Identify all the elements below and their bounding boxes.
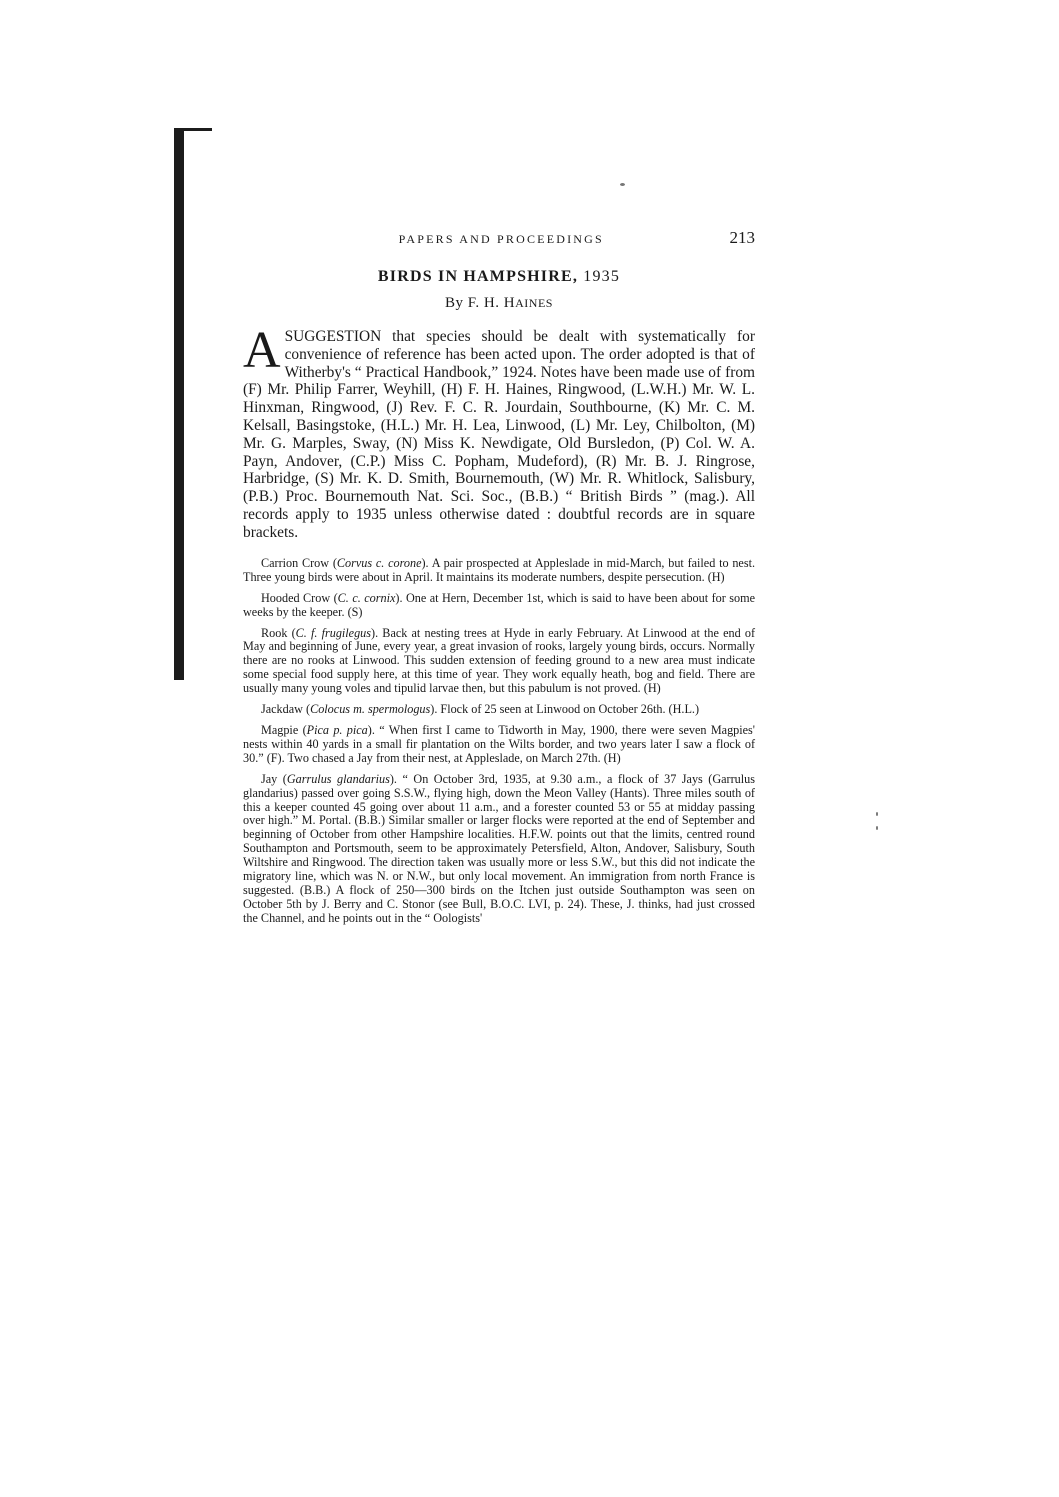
species-common-name: Rook ( (261, 625, 296, 640)
scan-speck (620, 183, 625, 186)
species-binomial: C. f. frugilegus (295, 625, 372, 640)
binding-edge-tick (174, 128, 212, 131)
species-notes: ). Back at nesting trees at Hyde in early February. At Linwood at the end of May and beginning of June, every year, a great invasion of rooks, largely young birds, occurs. Normally there are no rooks at Linwood. This sudden extension of feeding ground to a new area must indicate some special food supply here, at this time of year. They work equally heath, bog and field. There are usually many young voles and tipulid larvae then, but this pabulum is not proved. (H) (243, 625, 755, 696)
article-year: 1935 (583, 268, 621, 285)
species-notes: ). One at Hern, December 1st, which is said to have been about for some weeks by the keeper. (S) (243, 590, 755, 619)
species-entry (243, 724, 755, 766)
species-notes: ). “ On October 3rd, 1935, at 9.30 a.m., a flock of 37 Jays (Garrulus glandarius) passed over going S.S.W., flying high, down the Meon Valley (Hants). Three miles south of this a keeper counted 45 going over about 11 a.m., and a forester counted 53 or 55 at midday passing over high.” M. Portal. (B.B.) Similar smaller or larger flocks were reported at the end of September and beginning of October from other Hampshire localities. H.F.W. points out that the limits, centred round Southampton and Portsmouth, seem to be approximately Petersfield, Alton, Andover, Salisbury, South Wiltshire and Ringwood. The direction taken was usually more or less S.W., but this did not indicate the migratory line, which was N. or N.W., but only local movement. An immigration from north France is suggested. (B.B.) A flock of 250—300 birds on the Itchen just outside Southampton was seen on October 5th by J. Berry and C. Stonor (see Bull, B.O.C. LVI, p. 24). These, J. thinks, had just crossed the Channel, and he points out in the “ Oologists' (243, 771, 755, 925)
species-notes: ). Flock of 25 seen at Linwood on October 26th. (H.L.) (430, 702, 700, 717)
byline (243, 295, 755, 312)
species-common-name: Hooded Crow ( (261, 590, 338, 605)
species-common-name: Magpie ( (261, 723, 307, 738)
species-common-name: Carrion Crow ( (261, 555, 337, 570)
page-number: 213 (729, 228, 755, 247)
scan-speck (876, 826, 878, 830)
species-notes: ). A pair prospected at Appleslade in mid-March, but failed to nest. Three young birds were about in April. It maintains its moderate numbers, despite persecution. (H) (243, 555, 755, 584)
species-entry (243, 703, 755, 717)
byline-prefix: By F. H. (445, 295, 500, 311)
scan-speck (876, 812, 878, 816)
intro-paragraph (243, 322, 755, 542)
author-surname: HAINES (503, 295, 553, 311)
species-binomial: C. c. cornix (337, 590, 396, 605)
binding-edge-line (174, 128, 184, 680)
drop-cap: A (243, 322, 281, 379)
species-entry (243, 592, 755, 620)
article-title-text: BIRDS IN HAMPSHIRE, (377, 268, 579, 285)
species-common-name: Jay ( (261, 771, 287, 786)
species-entry (243, 627, 755, 697)
species-entry (243, 557, 755, 585)
species-binomial: Colocus m. spermologus (310, 702, 431, 717)
running-head (243, 228, 755, 254)
species-entries (243, 557, 755, 926)
species-common-name: Jackdaw ( (261, 702, 311, 717)
journal-page (243, 228, 755, 933)
species-notes: ). “ When first I came to Tidworth in May, 1900, there were seven Magpies' nests within 40 yards in a small fir plantation on the Wilts border, and two years later I saw a flock of 30.” (F). Two chased a Jay from their nest, at Appleslade, on March 27th. (H) (243, 723, 755, 765)
article-title (243, 268, 755, 286)
running-title: PAPERS AND PROCEEDINGS (398, 232, 604, 246)
species-binomial: Corvus c. corone (336, 555, 422, 570)
intro-text: SUGGESTION that species should be dealt with systematically for convenience of reference has been acted upon. The order adopted is that of Witherby's “ Practical Handbook,” 1924. Notes have been made use of from (F) Mr. Philip Farrer, Weyhill, (H) F. H. Haines, Ringwood, (L.W.H.) Mr. W. L. Hinxman, Ringwood, (J) Rev. F. C. R. Jourdain, Southbourne, (K) Mr. C. M. Kelsall, Basingstoke, (H.L.) Mr. H. Lea, Linwood, (L) Mr. Ley, Chilbolton, (M) Mr. G. Marples, Sway, (N) Miss K. Newdigate, Old Bursledon, (P) Col. W. A. Payn, Andover, (C.P.) Miss C. Popham, Mudeford), (R) Mr. B. J. Ringrose, Harbridge, (S) Mr. K. D. Smith, Bournemouth, (W) Mr. R. Whitlock, Salisbury, (P.B.) Proc. Bournemouth Nat. Sci. Soc., (B.B.) “ British Birds ” (mag.). All records apply to 1935 unless otherwise dated : doubtful records are in square brackets. (243, 328, 755, 541)
species-binomial: Pica p. pica (306, 723, 368, 738)
species-binomial: Garrulus glandarius (286, 771, 390, 786)
species-entry (243, 773, 755, 926)
